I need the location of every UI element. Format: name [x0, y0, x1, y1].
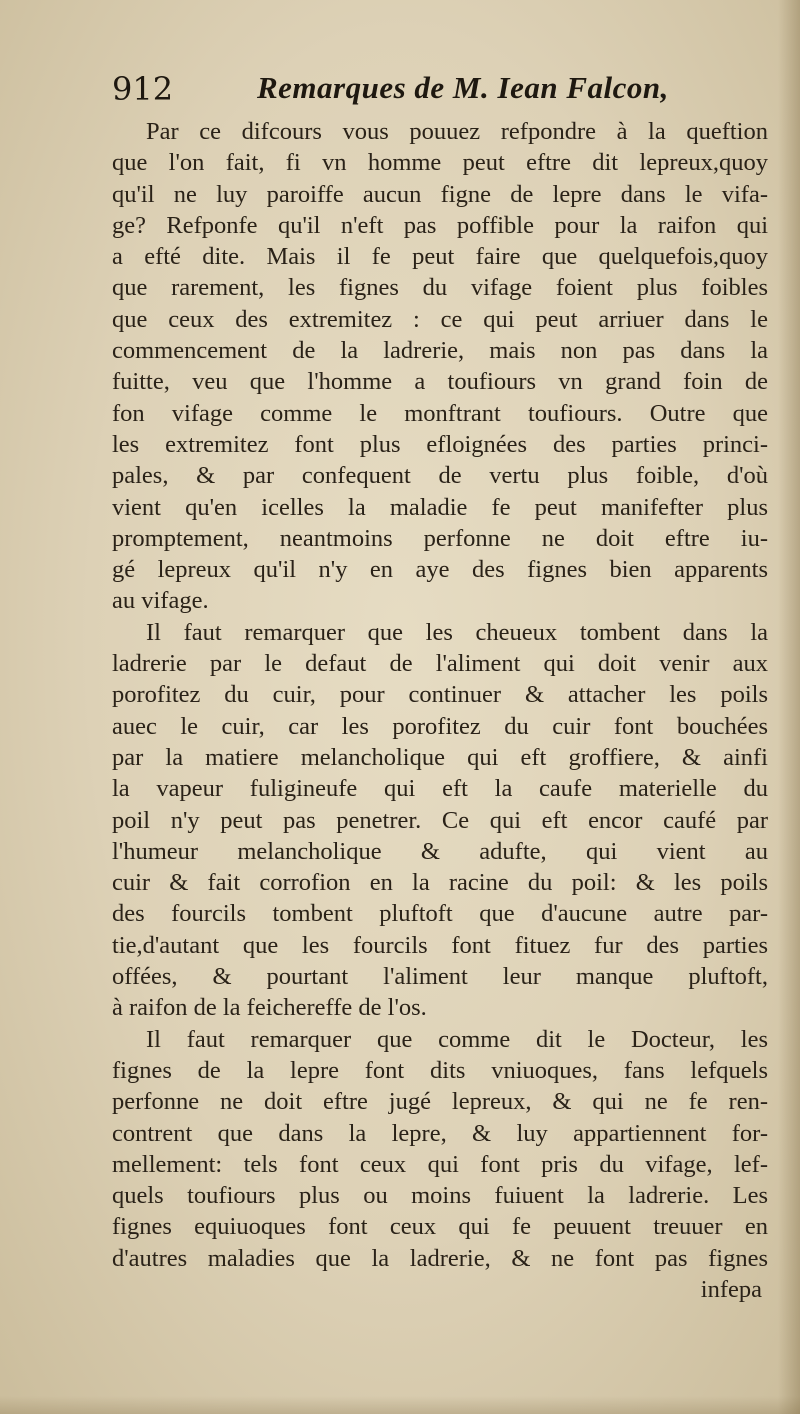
page-bottom-shadow: [0, 1396, 800, 1414]
body-text: [112, 116, 768, 1305]
text-line: que rarement, les fignes du vifage foient plus foibles: [112, 274, 768, 302]
text-line: par la matiere melancholique qui eft groffiere, & ainfi: [112, 743, 768, 771]
running-title: Remarques de M. Iean Falcon,: [257, 70, 669, 105]
text-line: des fourcils tombent pluftoft que d'aucune autre par-: [112, 900, 768, 928]
text-line: Par ce difcours vous pouuez refpondre à la queftion: [146, 118, 768, 145]
page-gutter-shadow: [778, 0, 800, 1414]
text-line: auec le cuir, car les porofitez du cuir font bouchées: [112, 712, 768, 740]
text-line: que ceux des extremitez : ce qui peut arriuer dans le: [112, 305, 768, 333]
text-line: l'humeur melancholique & adufte, qui vient au: [112, 837, 768, 865]
catchword: infepa: [700, 1275, 762, 1303]
page-number: 912: [112, 70, 174, 108]
text-line: les extremitez font plus efloignées des parties princi-: [112, 430, 768, 458]
text-line: que l'on fait, fi vn homme peut eftre dit lepreux,quoy: [112, 149, 768, 177]
text-line: cuir & fait corrofion en la racine du poil: & les poils: [112, 869, 768, 897]
text-line: perfonne ne doit eftre jugé lepreux, & qui ne fe ren-: [112, 1088, 768, 1116]
text-line: fon vifage comme le monftrant toufiours. Outre que: [112, 399, 768, 427]
text-line: fuitte, veu que l'homme a toufiours vn grand foin de: [112, 368, 768, 396]
text-line: commencement de la ladrerie, mais non pas dans la: [112, 337, 768, 365]
text-line: Il faut remarquer que comme dit le Docteur, les: [146, 1025, 768, 1053]
text-line: poil n'y peut pas penetrer. Ce qui eft encor caufé par: [112, 806, 768, 834]
text-line: mellement: tels font ceux qui font pris du vifage, lef-: [112, 1150, 768, 1178]
text-line: pales, & par confequent de vertu plus foible, d'où: [112, 462, 768, 490]
text-line: qu'il ne luy paroiffe aucun figne de lepre dans le vifa-: [112, 180, 768, 208]
text-line: fignes de la lepre font dits vniuoques, fans lefquels: [112, 1056, 768, 1084]
text-line: ladrerie par le defaut de l'aliment qui doit venir aux: [112, 650, 768, 678]
text-line: ge? Refponfe qu'il n'eft pas poffible pour la raifon qui: [112, 211, 768, 239]
text-line: quels toufiours plus ou moins fuiuent la ladrerie. Les: [112, 1182, 768, 1210]
text-line: Il faut remarquer que les cheueux tombent dans la: [146, 618, 768, 646]
text-line: fignes equiuoques font ceux qui fe peuuent treuuer en: [112, 1213, 768, 1241]
text-line: gé lepreux qu'il n'y en aye des fignes bien apparents: [112, 556, 768, 584]
text-line: contrent que dans la lepre, & luy appartiennent for-: [112, 1119, 768, 1147]
text-line: porofitez du cuir, pour continuer & attacher les poils: [112, 681, 768, 709]
text-line: offées, & pourtant l'aliment leur manque pluftoft,: [112, 963, 768, 991]
text-line: vient qu'en icelles la maladie fe peut manifefter plus: [112, 493, 768, 521]
text-line: promptement, neantmoins perfonne ne doit eftre iu-: [112, 524, 768, 552]
text-line: à raifon de la feichereffe de l'os.: [112, 994, 427, 1022]
text-line: tie,d'autant que les fourcils font fituez fur des parties: [112, 931, 768, 959]
text-line: a efté dite. Mais il fe peut faire que quelquefois,quoy: [112, 243, 768, 271]
text-line: au vifage.: [112, 587, 209, 615]
text-line: d'autres maladies que la ladrerie, & ne font pas fignes: [112, 1244, 768, 1272]
page-header: [112, 70, 772, 114]
text-line: la vapeur fuligineufe qui eft la caufe materielle du: [112, 775, 768, 803]
